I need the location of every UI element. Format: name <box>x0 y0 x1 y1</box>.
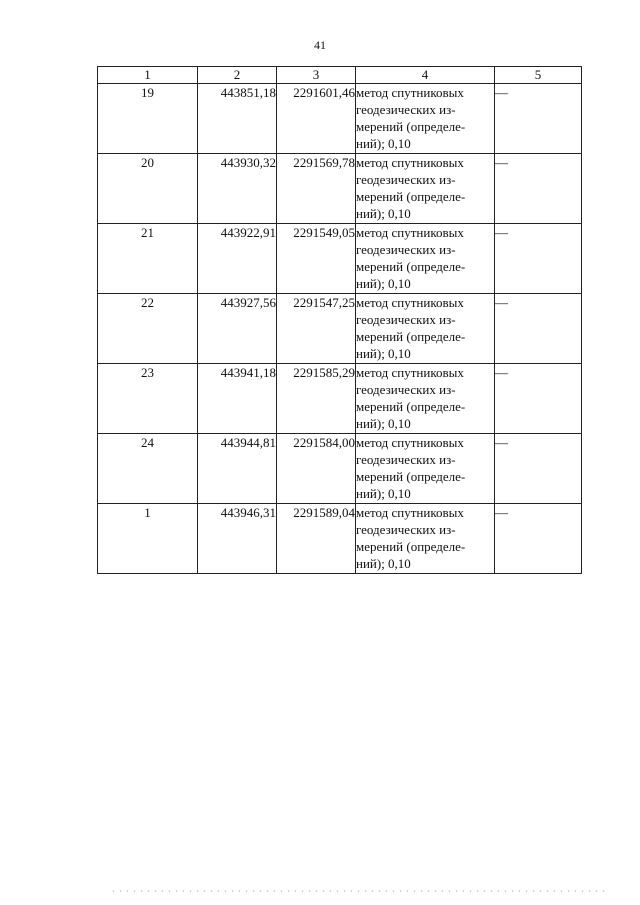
point-number: 22 <box>98 294 198 364</box>
method-line: метод спутниковых <box>356 365 464 380</box>
method-line: геодезических из- <box>356 522 456 537</box>
coordinate-x: 443922,91 <box>198 224 277 294</box>
coordinate-x: 443944,81 <box>198 434 277 504</box>
table-row <box>98 364 582 434</box>
method-cell <box>356 84 495 154</box>
table-row <box>98 434 582 504</box>
note-cell: — <box>495 84 582 154</box>
method-line: мерений (определе- <box>356 119 466 134</box>
method-line: метод спутниковых <box>356 435 464 450</box>
coordinate-y: 2291549,05 <box>277 224 356 294</box>
method-line: геодезических из- <box>356 452 456 467</box>
point-number: 23 <box>98 364 198 434</box>
coordinate-y: 2291585,29 <box>277 364 356 434</box>
coordinate-y: 2291547,25 <box>277 294 356 364</box>
coordinate-y: 2291584,00 <box>277 434 356 504</box>
header-col-4: 4 <box>356 67 495 84</box>
method-line: ний); 0,10 <box>356 416 411 431</box>
method-line: метод спутниковых <box>356 225 464 240</box>
note-cell: — <box>495 364 582 434</box>
method-line: мерений (определе- <box>356 329 466 344</box>
point-number: 1 <box>98 504 198 574</box>
method-line: метод спутниковых <box>356 505 464 520</box>
coordinate-x: 443851,18 <box>198 84 277 154</box>
method-line: мерений (определе- <box>356 259 466 274</box>
coordinate-y: 2291569,78 <box>277 154 356 224</box>
note-cell: — <box>495 294 582 364</box>
header-col-5: 5 <box>495 67 582 84</box>
table-row <box>98 504 582 574</box>
method-line: мерений (определе- <box>356 189 466 204</box>
method-line: мерений (определе- <box>356 399 466 414</box>
method-line: геодезических из- <box>356 312 456 327</box>
header-col-3: 3 <box>277 67 356 84</box>
method-line: мерений (определе- <box>356 539 466 554</box>
method-line: метод спутниковых <box>356 85 464 100</box>
coordinate-x: 443941,18 <box>198 364 277 434</box>
note-cell: — <box>495 504 582 574</box>
table-body <box>98 84 582 574</box>
method-line: ний); 0,10 <box>356 486 411 501</box>
table-row <box>98 294 582 364</box>
page-number: 41 <box>314 38 326 52</box>
method-cell <box>356 154 495 224</box>
method-cell <box>356 294 495 364</box>
coordinates-table <box>97 66 582 574</box>
method-cell <box>356 504 495 574</box>
method-line: ний); 0,10 <box>356 346 411 361</box>
method-line: геодезических из- <box>356 242 456 257</box>
method-line: геодезических из- <box>356 102 456 117</box>
method-line: ний); 0,10 <box>356 276 411 291</box>
method-line: ний); 0,10 <box>356 136 411 151</box>
table-row <box>98 154 582 224</box>
note-cell: — <box>495 434 582 504</box>
table-row <box>98 224 582 294</box>
coordinate-x: 443946,31 <box>198 504 277 574</box>
point-number: 21 <box>98 224 198 294</box>
method-cell <box>356 434 495 504</box>
note-cell: — <box>495 154 582 224</box>
header-row <box>98 67 582 84</box>
method-line: геодезических из- <box>356 172 456 187</box>
coordinate-y: 2291601,46 <box>277 84 356 154</box>
method-line: метод спутниковых <box>356 295 464 310</box>
note-cell: — <box>495 224 582 294</box>
method-cell <box>356 224 495 294</box>
method-line: ний); 0,10 <box>356 556 411 571</box>
point-number: 24 <box>98 434 198 504</box>
method-line: ний); 0,10 <box>356 206 411 221</box>
header-col-1: 1 <box>98 67 198 84</box>
point-number: 19 <box>98 84 198 154</box>
table-header <box>98 67 582 84</box>
coordinate-x: 443930,32 <box>198 154 277 224</box>
method-line: мерений (определе- <box>356 469 466 484</box>
method-line: метод спутниковых <box>356 155 464 170</box>
coordinate-x: 443927,56 <box>198 294 277 364</box>
table-row <box>98 84 582 154</box>
method-cell <box>356 364 495 434</box>
point-number: 20 <box>98 154 198 224</box>
coordinate-y: 2291589,04 <box>277 504 356 574</box>
scan-artifact-dots <box>110 890 610 892</box>
header-col-2: 2 <box>198 67 277 84</box>
method-line: геодезических из- <box>356 382 456 397</box>
